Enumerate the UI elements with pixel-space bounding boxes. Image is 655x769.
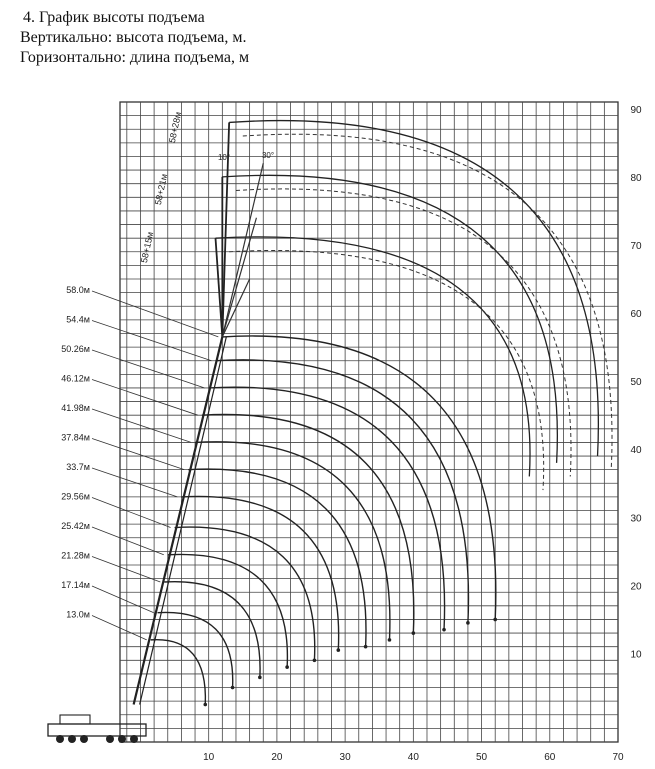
crane-wheel xyxy=(130,735,138,743)
boom-label-leader xyxy=(92,291,218,337)
crane-wheel xyxy=(106,735,114,743)
boom-length-label: 21.28м xyxy=(61,550,90,561)
boom-load-curve xyxy=(175,527,315,660)
curve-end-point xyxy=(388,638,392,642)
boom-label-leader xyxy=(92,498,171,528)
boom-length-label: 50.26м xyxy=(61,344,90,354)
y-tick-label: 60 xyxy=(630,309,642,321)
curve-end-point xyxy=(442,628,446,632)
boom-load-curve xyxy=(195,442,390,640)
boom-label-leader xyxy=(92,409,191,442)
y-tick-label: 80 xyxy=(630,172,642,184)
boom-length-label: 46.12м xyxy=(61,373,90,384)
vertical-axis-caption: Вертикально: высота подъема, м. xyxy=(20,29,247,46)
crane-cab xyxy=(60,715,90,724)
horizontal-axis-caption: Горизонтально: длина подъема, м xyxy=(20,49,250,66)
curve-end-point xyxy=(466,621,470,625)
boom-length-label: 33.7м xyxy=(66,462,90,472)
jib-load-curve xyxy=(229,121,598,456)
boom-load-curve xyxy=(164,582,260,678)
x-tick-label: 20 xyxy=(271,752,283,763)
jib-load-curve-dashed xyxy=(236,189,571,477)
jib-length-label: 58+15м xyxy=(138,230,156,264)
boom-label-leader xyxy=(92,527,164,555)
boom-load-curve xyxy=(151,640,206,705)
y-tick-label: 10 xyxy=(630,649,642,661)
x-tick-label: 30 xyxy=(339,752,351,763)
y-tick-label: 70 xyxy=(630,240,642,252)
luffing-jib-offset xyxy=(222,218,256,337)
boom-label-leader xyxy=(92,586,154,613)
x-tick-label: 40 xyxy=(407,752,419,763)
y-tick-label: 20 xyxy=(630,581,642,593)
curve-end-point xyxy=(258,676,262,680)
luffing-jib-offset xyxy=(222,163,263,337)
boom-label-leader xyxy=(92,350,205,388)
crane-wheel xyxy=(56,735,64,743)
y-tick-label: 90 xyxy=(630,104,642,116)
boom-load-curve xyxy=(209,387,445,629)
x-tick-label: 50 xyxy=(475,752,488,763)
boom-length-label: 54.4м xyxy=(66,314,90,325)
boom-label-leader xyxy=(92,557,160,583)
luffing-jib xyxy=(216,238,223,337)
y-tick-label: 50 xyxy=(630,377,642,389)
boom-label-leader xyxy=(92,321,212,361)
y-tick-label: 30 xyxy=(630,513,642,525)
jib-angle-label: 10° xyxy=(217,153,231,162)
chart-labels xyxy=(61,105,642,763)
curve-end-point xyxy=(493,618,497,622)
curve-end-point xyxy=(364,645,368,649)
boom-length-label: 25.42м xyxy=(61,521,90,531)
boom-load-curve xyxy=(216,360,469,623)
jib-load-curve xyxy=(222,175,557,463)
boom-label-leader xyxy=(92,380,198,416)
boom-length-label: 58.0м xyxy=(66,285,90,295)
boom-label-leader xyxy=(92,468,177,497)
boom-load-curve xyxy=(181,496,338,650)
crane-wheel xyxy=(118,735,126,743)
curve-end-point xyxy=(313,658,317,662)
crane-wheel xyxy=(80,735,88,743)
boom-length-label: 17.14м xyxy=(61,580,90,590)
load-curves xyxy=(151,121,612,707)
x-tick-label: 60 xyxy=(544,752,556,763)
x-tick-label: 10 xyxy=(203,752,215,763)
curve-end-point xyxy=(231,686,235,690)
x-tick-label: 70 xyxy=(612,752,624,763)
jib-length-label: 58+21м xyxy=(152,172,170,206)
jib-length-label: 58+28м xyxy=(166,110,184,144)
crane-wheel xyxy=(68,735,76,743)
boom-length-label: 13.0м xyxy=(66,609,90,620)
curve-end-point xyxy=(412,631,416,635)
curve-end-point xyxy=(285,665,289,669)
boom-label-leader xyxy=(92,439,184,470)
curve-end-point xyxy=(203,703,207,707)
boom-load-curve xyxy=(168,554,288,667)
y-tick-label: 40 xyxy=(630,445,642,457)
chart-title: 4. График высоты подъема xyxy=(23,9,205,26)
curve-end-point xyxy=(337,648,341,652)
boom-length-label: 41.98м xyxy=(61,403,90,413)
boom-length-label: 37.84м xyxy=(61,432,90,443)
crane-carrier xyxy=(48,724,146,736)
boom-length-label: 29.56м xyxy=(61,491,90,502)
jib-angle-label: 30° xyxy=(261,151,275,160)
